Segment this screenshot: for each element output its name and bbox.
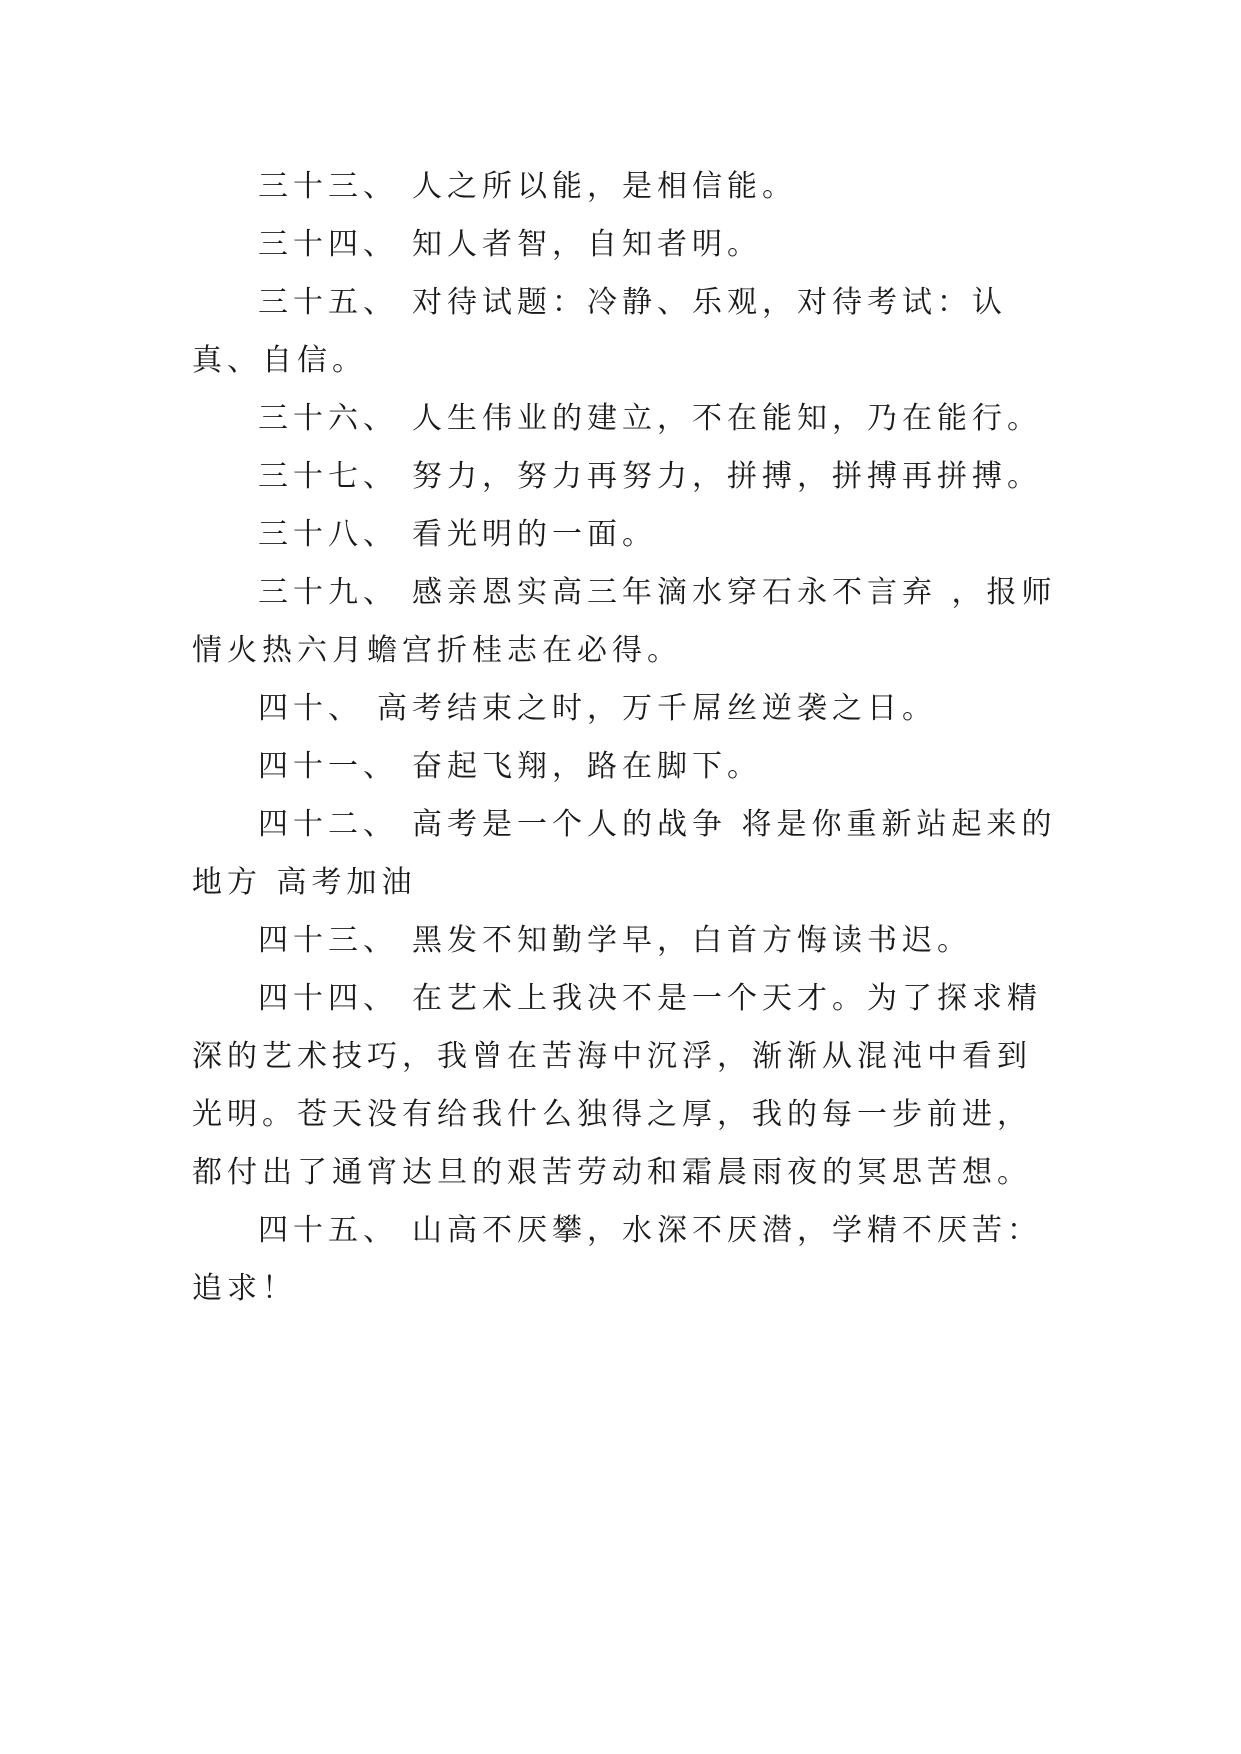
item-text: 黑发不知勤学早，白首方悔读书迟。: [412, 923, 972, 958]
item-number: 四十一、: [258, 749, 398, 784]
item-number: 四十五、: [258, 1213, 398, 1248]
item-text: 奋起飞翔，路在脚下。: [412, 749, 762, 784]
paragraph-37: [192, 448, 1058, 506]
item-number: 三十四、: [258, 227, 398, 262]
item-number: 四十三、: [258, 923, 398, 958]
item-text: 高考结束之时，万千屌丝逆袭之日。: [377, 691, 937, 726]
item-text: 在艺术上我决不是一个天才。为了探求精深的艺术技巧，我曾在苦海中沉浮，渐渐从混沌中看到光明。苍天没有给我什么独得之厚，我的每一步前进，都付出了通宵达旦的艰苦劳动和霜晨雨夜的冥思苦想。: [192, 981, 1042, 1190]
item-text: 感亲恩实高三年滴水穿石永不言弃 ，报师情火热六月蟾宫折桂志在必得。: [192, 575, 1057, 668]
item-number: 四十、: [258, 691, 363, 726]
paragraph-36: [192, 390, 1058, 448]
item-number: 三十六、: [258, 401, 398, 436]
item-text: 人之所以能，是相信能。: [412, 169, 797, 204]
paragraph-35: [192, 274, 1058, 390]
item-number: 三十八、: [258, 517, 398, 552]
paragraph-40: [192, 680, 1058, 738]
paragraph-38: [192, 506, 1058, 564]
item-number: 三十九、: [258, 575, 398, 610]
item-text: 努力，努力再努力，拼搏，拼搏再拼搏。: [412, 459, 1042, 494]
item-number: 四十二、: [258, 807, 398, 842]
paragraph-42: [192, 796, 1058, 912]
paragraph-33: [192, 158, 1058, 216]
item-text: 高考是一个人的战争 将是你重新站起来的地方 高考加油: [192, 807, 1057, 900]
item-number: 三十七、: [258, 459, 398, 494]
item-text: 山高不厌攀，水深不厌潜，学精不厌苦：追求！: [192, 1213, 1042, 1306]
paragraph-41: [192, 738, 1058, 796]
item-text: 看光明的一面。: [412, 517, 657, 552]
item-text: 对待试题：冷静、乐观，对待考试：认真、自信。: [192, 285, 1007, 378]
paragraph-34: [192, 216, 1058, 274]
paragraph-45: [192, 1202, 1058, 1318]
item-number: 三十三、: [258, 169, 398, 204]
document-page: [192, 158, 1058, 1318]
item-number: 四十四、: [258, 981, 398, 1016]
paragraph-39: [192, 564, 1058, 680]
item-number: 三十五、: [258, 285, 398, 320]
item-text: 知人者智，自知者明。: [412, 227, 762, 262]
paragraph-43: [192, 912, 1058, 970]
item-text: 人生伟业的建立，不在能知，乃在能行。: [412, 401, 1042, 436]
paragraph-44: [192, 970, 1058, 1202]
